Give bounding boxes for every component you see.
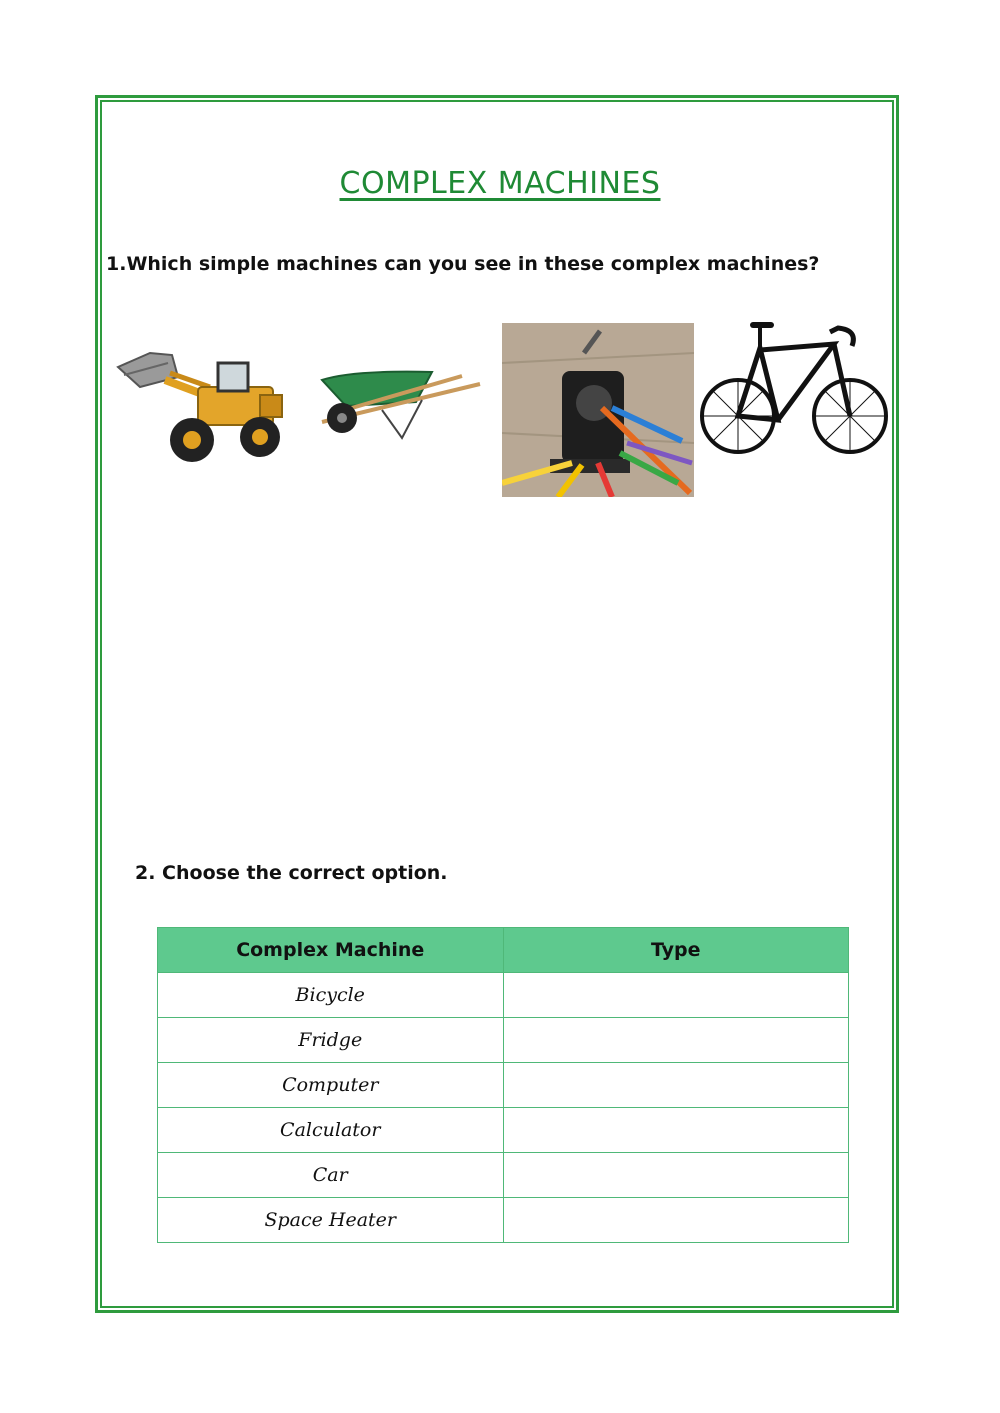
pencil-sharpener-icon (502, 323, 694, 497)
question-1: 1.Which simple machines can you see in these complex machines? (106, 253, 820, 275)
machine-cell: Computer (158, 1063, 504, 1108)
type-answer-cell[interactable] (503, 1063, 849, 1108)
bicycle-icon (700, 320, 892, 470)
table-row (158, 1153, 849, 1198)
table-row (158, 1018, 849, 1063)
type-answer-cell[interactable] (503, 1018, 849, 1063)
table-row (158, 1198, 849, 1243)
header-type: Type (503, 928, 849, 973)
table-row (158, 1063, 849, 1108)
table-row (158, 1108, 849, 1153)
machine-cell: Car (158, 1153, 504, 1198)
type-answer-cell[interactable] (503, 1198, 849, 1243)
machine-cell: Calculator (158, 1108, 504, 1153)
question-2: 2. Choose the correct option. (135, 862, 448, 884)
type-answer-cell[interactable] (503, 1153, 849, 1198)
wheelbarrow-icon (312, 340, 482, 450)
table-header-row (158, 928, 849, 973)
loader-icon (110, 325, 288, 465)
machine-cell: Space Heater (158, 1198, 504, 1243)
type-answer-cell[interactable] (503, 1108, 849, 1153)
header-complex-machine: Complex Machine (158, 928, 504, 973)
table-row (158, 973, 849, 1018)
type-answer-cell[interactable] (503, 973, 849, 1018)
machine-cell: Bicycle (158, 973, 504, 1018)
machines-table (157, 927, 849, 1243)
machine-cell: Fridge (158, 1018, 504, 1063)
page-title: COMPLEX MACHINES (339, 166, 661, 201)
